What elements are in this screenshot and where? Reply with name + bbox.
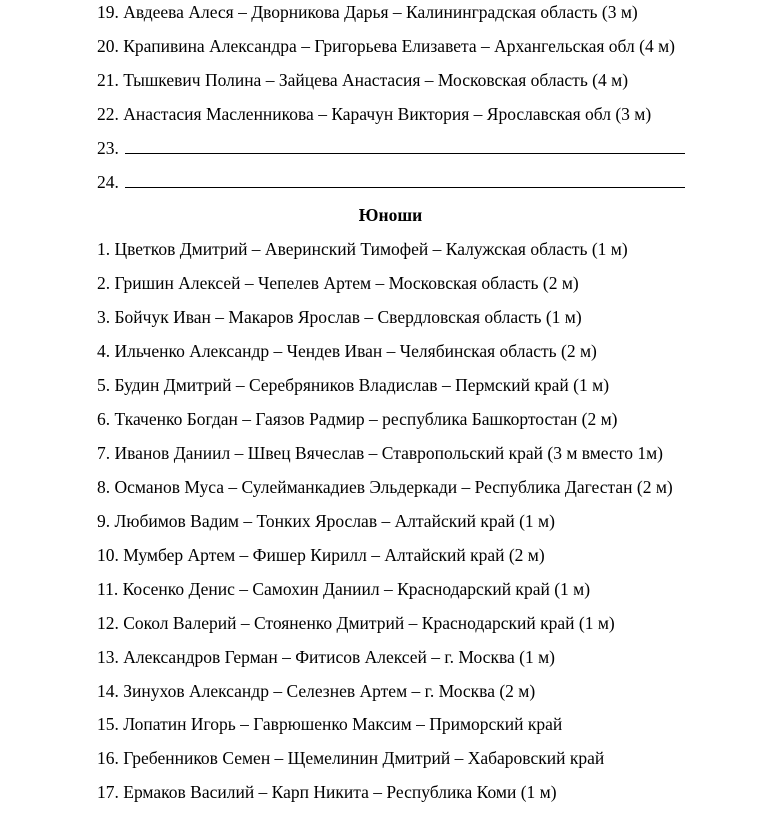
list-item: 5. Будин Дмитрий – Серебряников Владислав – Пермский край (1 м) — [97, 375, 610, 395]
entry-number: 23. — [97, 138, 119, 158]
list-item: 3. Бойчук Иван – Макаров Ярослав – Свердловская область (1 м) — [97, 307, 582, 327]
entry-number: 24. — [97, 172, 119, 192]
section-heading: Юноши — [358, 205, 423, 225]
list-item: 12. Сокол Валерий – Стояненко Дмитрий – Краснодарский край (1 м) — [97, 613, 615, 633]
list-item: 21. Тышкевич Полина – Зайцева Анастасия – Московская область (4 м) — [97, 70, 629, 90]
list-item: 22. Анастасия Масленникова – Карачун Виктория – Ярославская обл (3 м) — [97, 104, 652, 124]
list-item: 10. Мумбер Артем – Фишер Кирилл – Алтайский край (2 м) — [97, 545, 545, 565]
list-item: 13. Александров Герман – Фитисов Алексей – г. Москва (1 м) — [97, 647, 555, 667]
list-item: 17. Ермаков Василий – Карп Никита – Республика Коми (1 м) — [97, 782, 557, 802]
list-item: 1. Цветков Дмитрий – Аверинский Тимофей – Калужская область (1 м) — [97, 239, 628, 259]
list-item: 4. Ильченко Александр – Чендев Иван – Челябинская область (2 м) — [97, 341, 597, 361]
list-item: 6. Ткаченко Богдан – Гаязов Радмир – республика Башкортостан (2 м) — [97, 409, 618, 429]
list-item: 7. Иванов Даниил – Швец Вячеслав – Ставропольский край (3 м вместо 1м) — [97, 443, 663, 463]
blank-entry — [97, 171, 685, 193]
blank-line — [125, 172, 685, 188]
list-item: 8. Османов Муса – Сулейманкадиев Эльдеркади – Республика Дагестан (2 м) — [97, 477, 673, 497]
list-item: 19. Авдеева Алеся – Дворникова Дарья – Калининградская область (3 м) — [97, 2, 638, 22]
list-item: 14. Зинухов Александр – Селезнев Артем – г. Москва (2 м) — [97, 681, 536, 701]
list-item: 20. Крапивина Александра – Григорьева Елизавета – Архангельская обл (4 м) — [97, 36, 675, 56]
list-item: 2. Гришин Алексей – Чепелев Артем – Московская область (2 м) — [97, 273, 579, 293]
blank-entry — [97, 137, 685, 159]
list-item: 15. Лопатин Игорь – Гаврюшенко Максим – Приморский край — [97, 714, 563, 734]
blank-line — [125, 138, 685, 154]
list-item: 11. Косенко Денис – Самохин Даниил – Краснодарский край (1 м) — [97, 579, 591, 599]
list-item: 16. Гребенников Семен – Щемелинин Дмитрий – Хабаровский край — [97, 748, 605, 768]
list-item: 9. Любимов Вадим – Тонких Ярослав – Алтайский край (1 м) — [97, 511, 555, 531]
